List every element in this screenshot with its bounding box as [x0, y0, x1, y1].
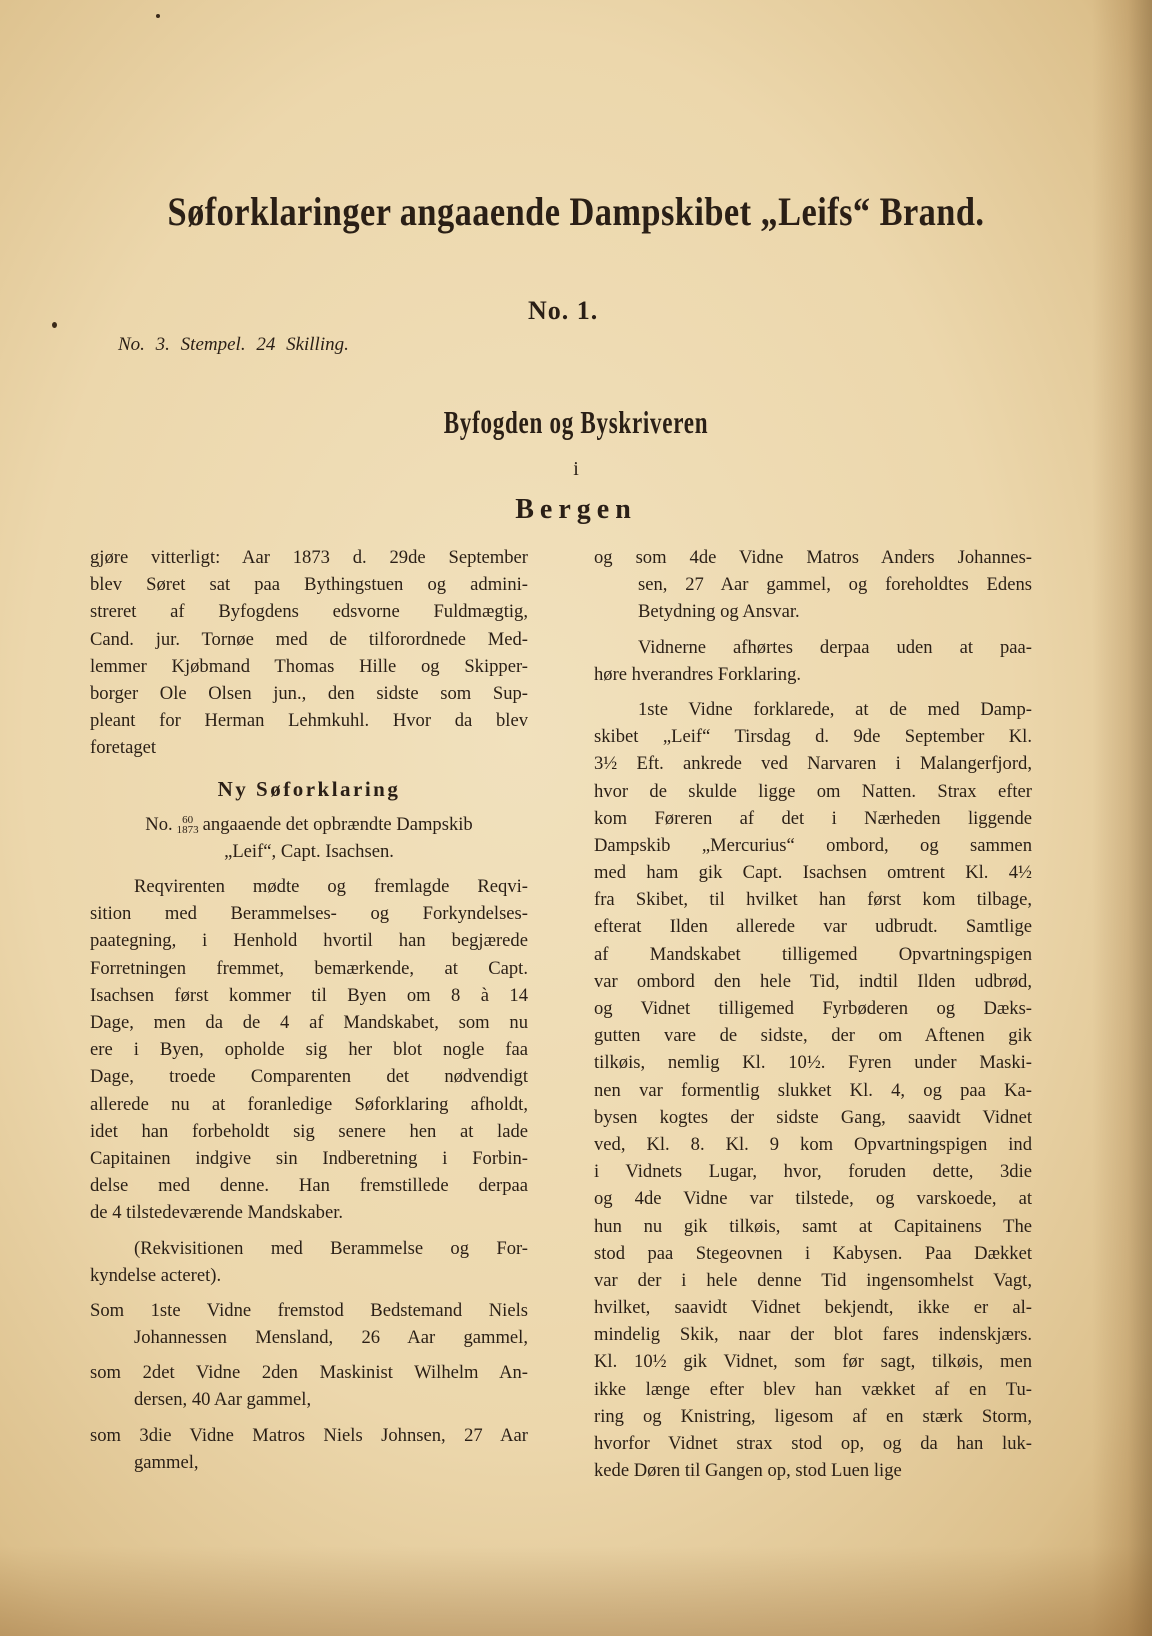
text-line: Capitainen indgive sin Indberetning i Forbin- — [90, 1147, 528, 1169]
text-line: ikke længe efter blev han vækket af en Tu- — [594, 1378, 1032, 1400]
text-line: bysen kogtes der sidste Gang, saavidt Vidnet — [594, 1106, 1032, 1128]
text-line: hvilket, saavidt Vidnet bekjendt, ikke er al- — [594, 1297, 1032, 1319]
text-line: Som 1ste Vidne fremstod Bedstemand Niels — [90, 1299, 528, 1321]
text-line: var ombord den hele Tid, indtil Ilden udbrød, — [594, 970, 1032, 992]
text-line: de 4 tilstedeværende Mandskaber. — [90, 1202, 344, 1224]
text-line: pleant for Herman Lehmkuhl. Hvor da blev — [90, 710, 528, 732]
text-line: hun nu gik tilkøis, samt at Capitainens The — [594, 1215, 1032, 1237]
text-line: og 4de Vidne var tilstede, og varskoede, at — [594, 1188, 1032, 1210]
text-line: streret af Byfogdens edsvorne Fuldmægtig, — [90, 601, 528, 623]
text-line: sen, 27 Aar gammel, og foreholdtes Edens — [638, 574, 1032, 596]
text-line: 3½ Eft. ankrede ved Narvaren i Malangerfjord, — [594, 753, 1032, 775]
text-line: Vidnerne afhørtes derpaa uden at paa- — [638, 636, 1032, 658]
authority-preposition: i — [573, 458, 579, 480]
text-line: stod paa Stegeovnen i Kabysen. Paa Dækket — [594, 1242, 1032, 1264]
text-line: kyndelse acteret). — [90, 1264, 222, 1286]
text-line: blev Søret sat paa Bythingstuen og admini- — [90, 574, 528, 596]
text-line: hvorfor Vidnet strax stod op, og da han luk- — [594, 1433, 1032, 1454]
text-line: som 3die Vidne Matros Niels Johnsen, 27 Aar — [90, 1424, 528, 1446]
text-line: var der i hele denne Tid ingensomhelst Vagt, — [594, 1269, 1032, 1291]
text-line: Dage, troede Comparenten det nødvendigt — [90, 1066, 528, 1088]
text-line: efterat Ilden allerede var udbrudt. Samtlige — [594, 916, 1032, 938]
text-line: og Vidnet tilligemed Fyrbøderen og Dæks- — [594, 998, 1032, 1019]
document-number: No. 1. — [528, 296, 599, 325]
text-line: Dampskib „Mercurius“ ombord, og sammen — [594, 834, 1032, 856]
text-line: paategning, i Henhold hvortil han begjærede — [90, 930, 528, 952]
text-line: ved, Kl. 8. Kl. 9 kom Opvartningspigen ind — [594, 1133, 1032, 1155]
text-line: gjøre vitterligt: Aar 1873 d. 29de September — [90, 547, 528, 568]
text-line: Kl. 10½ gik Vidnet, som før sagt, tilkøis, men — [594, 1351, 1032, 1373]
page-edge-shading — [1092, 0, 1152, 1636]
text-line: Dage, men da de 4 af Mandskabet, som nu — [90, 1012, 528, 1033]
case-number-numerator: 60 — [182, 814, 194, 827]
text-line: kom Føreren af det i Nærheden liggende — [594, 807, 1032, 829]
case-number-year: 1873 — [176, 824, 199, 837]
authority-heading: Byfogden og Byskriveren — [443, 404, 709, 440]
text-line: idet han forbeholdt sig senere hen at lade — [90, 1120, 528, 1142]
text-line: sition med Berammelses- og Forkyndelses- — [90, 903, 528, 925]
text-line: ere i Byen, opholde sig her blot nogle faa — [90, 1039, 528, 1061]
page-bottom-stain — [0, 1546, 1152, 1636]
text-line: ring og Knistring, ligesom af en stærk Storm, — [594, 1405, 1032, 1427]
case-number-line — [90, 811, 528, 838]
text-line: gammel, — [134, 1451, 199, 1473]
text-line: af Mandskabet tilligemed Opvartningspigen — [594, 943, 1032, 965]
text-line: Betydning og Ansvar. — [638, 601, 800, 623]
text-line: fra Skibet, til hvilket han først kom tilbage, — [594, 889, 1032, 911]
ink-speck — [156, 14, 160, 18]
text-line: med ham gik Capt. Isachsen omtrent Kl. 4½ — [594, 862, 1032, 884]
text-line: 1ste Vidne forklarede, at de med Damp- — [638, 698, 1032, 720]
text-line: (Rekvisitionen med Berammelse og For- — [134, 1237, 528, 1259]
left-text-column — [90, 544, 528, 1476]
text-line: Reqvirenten mødte og fremlagde Reqvi- — [134, 876, 528, 898]
text-line: i Vidnets Lugar, hvor, foruden dette, 3die — [594, 1161, 1032, 1183]
case-line-text: angaaende det opbrændte Dampskib — [202, 813, 473, 835]
text-line: mindelig Skik, naar der blot fares indenskjærs. — [594, 1324, 1032, 1346]
case-number-fraction — [177, 815, 199, 835]
text-line: tilkøis, nemlig Kl. 10½. Fyren under Maski- — [594, 1052, 1032, 1074]
text-line: „Leif“, Capt. Isachsen. — [224, 840, 394, 862]
section-heading: Ny Søforklaring — [217, 776, 401, 801]
text-line: som 2det Vidne 2den Maskinist Wilhelm An- — [90, 1362, 528, 1384]
text-line: og som 4de Vidne Matros Anders Johannes- — [594, 547, 1032, 568]
text-line: hvor de skulde ligge om Natten. Strax efter — [594, 780, 1032, 802]
document-title: Søforklaringer angaaende Dampskibet „Leifs“ Brand. — [167, 189, 985, 234]
text-line: nen var formentlig slukket Kl. 4, og paa Ka- — [594, 1079, 1032, 1101]
text-line: Isachsen først kommer til Byen om 8 à 14 — [90, 984, 528, 1006]
text-line: lemmer Kjøbmand Thomas Hille og Skipper- — [90, 655, 528, 677]
text-line: borger Ole Olsen jun., den sidste som Sup- — [90, 682, 528, 704]
text-line: skibet „Leif“ Tirsdag d. 9de September Kl. — [594, 726, 1032, 748]
text-line: Cand. jur. Tornøe med de tilforordnede Med- — [90, 628, 528, 650]
text-line: kede Døren til Gangen op, stod Luen lige — [594, 1460, 902, 1482]
city-heading: Bergen — [515, 494, 637, 525]
text-line: delse med denne. Han fremstillede derpaa — [90, 1175, 528, 1197]
case-number-prefix: No. — [145, 813, 173, 835]
text-line: høre hverandres Forklaring. — [594, 663, 802, 685]
stamp-duty-note: No. 3. Stempel. 24 Skilling. — [118, 334, 349, 355]
text-line: dersen, 40 Aar gammel, — [134, 1389, 312, 1411]
ink-speck — [52, 322, 57, 328]
text-line: Forretningen fremmet, bemærkende, at Capt. — [90, 957, 528, 979]
text-line: foretaget — [90, 737, 157, 759]
text-line: Johannessen Mensland, 26 Aar gammel, — [134, 1327, 528, 1349]
text-line: gutten vare de sidste, der om Aftenen gik — [594, 1025, 1032, 1047]
text-line: allerede nu at foranledige Søforklaring afholdt, — [90, 1093, 528, 1115]
right-text-column — [594, 544, 1032, 1484]
